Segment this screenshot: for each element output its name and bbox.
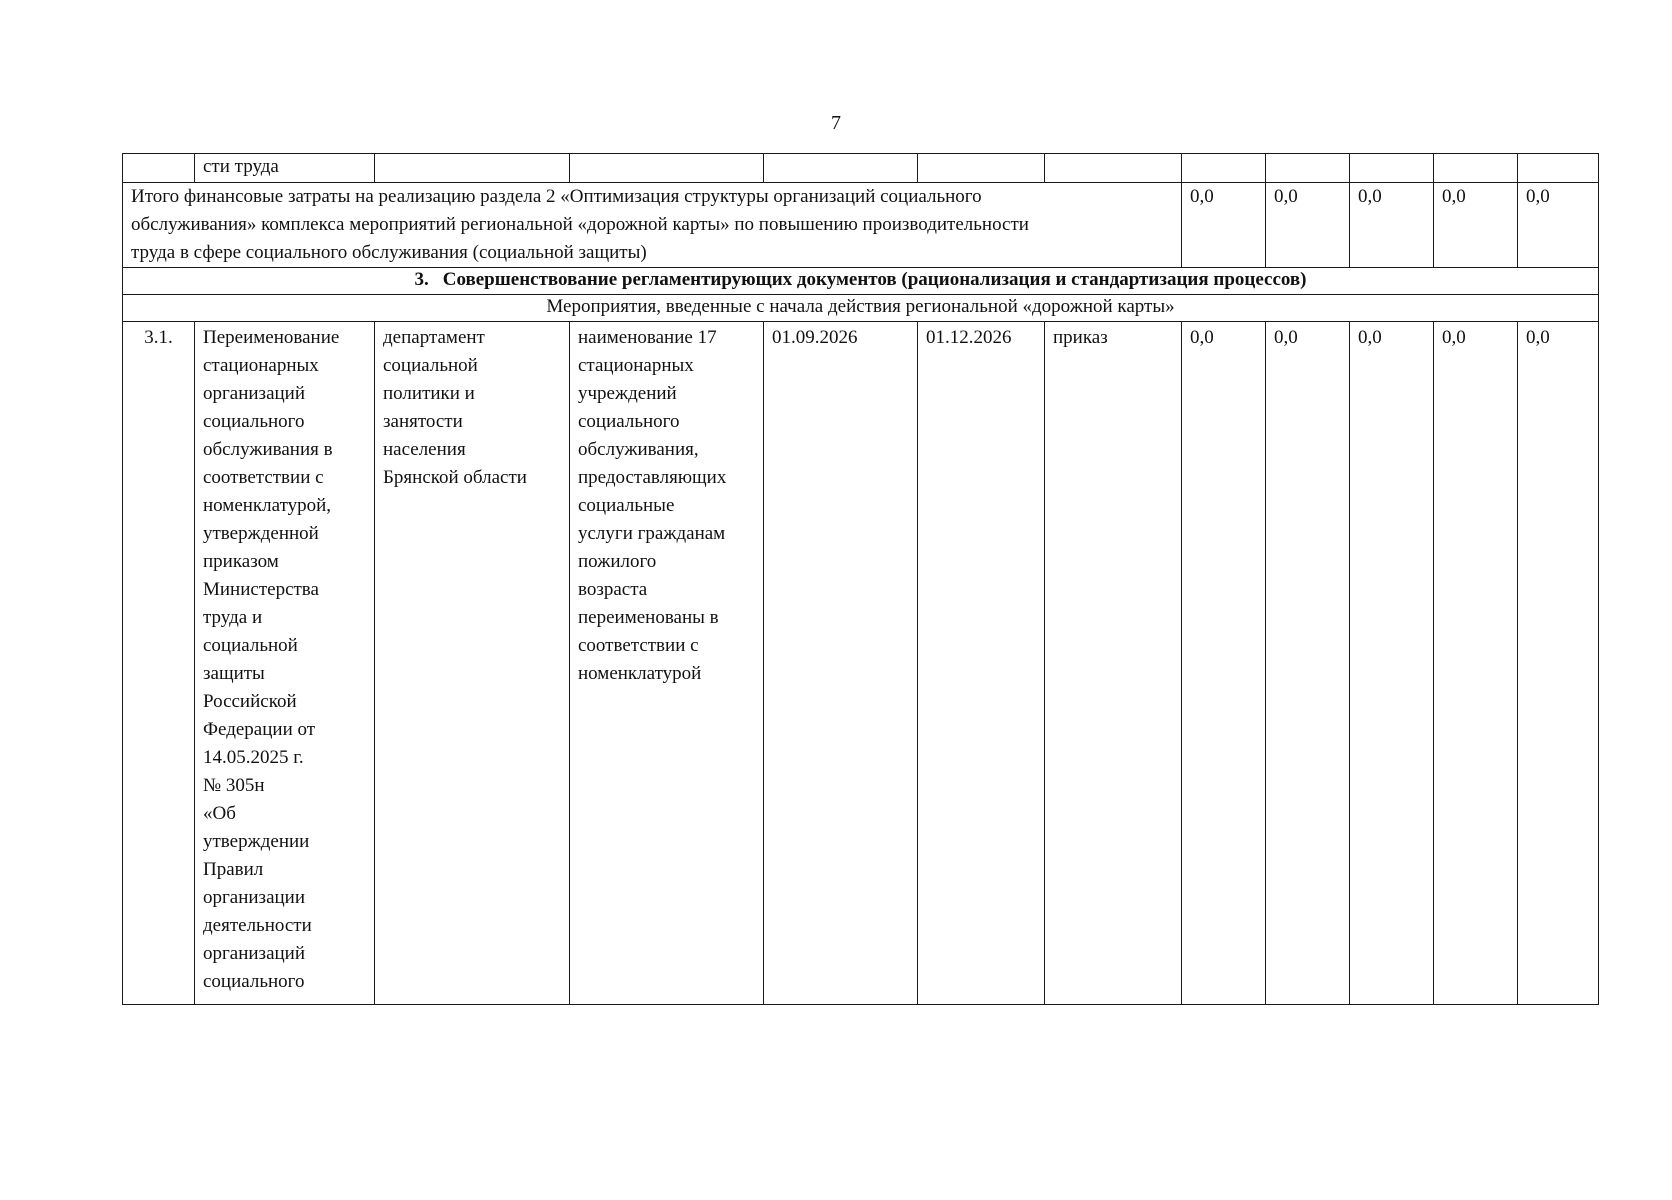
measure-name-line: организаций xyxy=(203,383,306,404)
cell-amount xyxy=(1266,154,1350,183)
measure-name-line: социального xyxy=(203,971,305,992)
cell-amount xyxy=(1350,154,1434,183)
measure-name-line: Федерации от xyxy=(203,719,316,740)
executor-line: политики и xyxy=(383,383,475,404)
measure-name-line: организации xyxy=(203,887,306,908)
measure-name-line: соответствии с xyxy=(203,467,324,488)
cell-amount xyxy=(1518,154,1599,183)
executor-line: занятости xyxy=(383,411,463,432)
measure-name-line: утвержденной xyxy=(203,523,319,544)
cell-end xyxy=(918,154,1045,183)
measures-table xyxy=(122,153,1599,1005)
result-line: социальные xyxy=(578,495,675,516)
measure-name-line: организаций xyxy=(203,943,306,964)
measure-name xyxy=(195,322,375,1005)
result-line: предоставляющих xyxy=(578,467,727,488)
result-line: учреждений xyxy=(578,383,677,404)
cell-start xyxy=(764,154,918,183)
measure-name-line: социального xyxy=(203,411,305,432)
measure-row xyxy=(123,322,1599,1005)
continuation-row xyxy=(123,154,1599,183)
result-line: обслуживания, xyxy=(578,439,699,460)
measure-name-line: приказом xyxy=(203,551,279,572)
result-line: переименованы в xyxy=(578,607,719,628)
section-heading xyxy=(123,268,1599,295)
result-line: наименование 17 xyxy=(578,327,717,348)
section-heading-row xyxy=(123,268,1599,295)
total-amount: 0,0 xyxy=(1434,183,1518,268)
measure-name-line: Министерства xyxy=(203,579,319,600)
measure-amount: 0,0 xyxy=(1434,322,1518,1005)
executor-line: Брянской области xyxy=(383,467,527,488)
result-line: возраста xyxy=(578,579,648,600)
cell-number xyxy=(123,154,195,183)
measure-executor xyxy=(375,322,570,1005)
measure-amount: 0,0 xyxy=(1350,322,1434,1005)
measure-name-line: утверждении xyxy=(203,831,310,852)
measure-name-line: стационарных xyxy=(203,355,319,376)
section-number: 3. xyxy=(414,269,429,290)
cell-amount xyxy=(1182,154,1266,183)
measure-name-line: социальной xyxy=(203,635,298,656)
result-line: номенклатурой xyxy=(578,663,702,684)
measure-amount: 0,0 xyxy=(1266,322,1350,1005)
measure-name-line: деятельности xyxy=(203,915,312,936)
measure-name-line: номенклатурой, xyxy=(203,495,332,516)
measure-amount: 0,0 xyxy=(1518,322,1599,1005)
section-title: Совершенствование регламентирующих документов (рационализация и стандартизация процессов) xyxy=(442,269,1307,290)
measure-document: приказ xyxy=(1045,322,1182,1005)
total-amount: 0,0 xyxy=(1266,183,1350,268)
result-line: социального xyxy=(578,411,680,432)
result-line: пожилого xyxy=(578,551,657,572)
cell-amount xyxy=(1434,154,1518,183)
cell-name-tail: сти труда xyxy=(195,154,375,183)
result-line: услуги гражданам xyxy=(578,523,726,544)
executor-line: департамент xyxy=(383,327,485,348)
measure-result xyxy=(570,322,764,1005)
measure-name-line: Российской xyxy=(203,691,297,712)
measure-end-date: 01.12.2026 xyxy=(918,322,1045,1005)
measure-start-date: 01.09.2026 xyxy=(764,322,918,1005)
measure-name-line: труда и xyxy=(203,607,263,628)
measure-name-line: защиты xyxy=(203,663,265,684)
cell-executor xyxy=(375,154,570,183)
total-label xyxy=(123,183,1182,268)
total-amount: 0,0 xyxy=(1350,183,1434,268)
measure-name-line: Правил xyxy=(203,859,264,880)
total-row xyxy=(123,183,1599,268)
measure-name-line: обслуживания в xyxy=(203,439,333,460)
measure-name-line: «Об xyxy=(203,803,236,824)
cell-document xyxy=(1045,154,1182,183)
executor-line: населения xyxy=(383,439,466,460)
measure-name-line: Переименование xyxy=(203,327,340,348)
total-amount: 0,0 xyxy=(1518,183,1599,268)
result-line: соответствии с xyxy=(578,635,699,656)
subsection-heading-row xyxy=(123,295,1599,322)
measure-name-line: 14.05.2025 г. xyxy=(203,747,304,768)
total-label-line: Итого финансовые затраты на реализацию раздела 2 «Оптимизация структуры организаций социального xyxy=(131,186,982,207)
result-line: стационарных xyxy=(578,355,694,376)
measure-name-line: № 305н xyxy=(203,775,265,796)
measure-amount: 0,0 xyxy=(1182,322,1266,1005)
page-number: 7 xyxy=(831,112,841,134)
total-label-line: труда в сфере социального обслуживания (социальной защиты) xyxy=(131,242,647,263)
measure-number: 3.1. xyxy=(123,322,195,1005)
cell-result xyxy=(570,154,764,183)
total-amount: 0,0 xyxy=(1182,183,1266,268)
total-label-line: обслуживания» комплекса мероприятий региональной «дорожной карты» по повышению производительности xyxy=(131,214,1029,235)
executor-line: социальной xyxy=(383,355,478,376)
subsection-heading: Мероприятия, введенные с начала действия региональной «дорожной карты» xyxy=(123,295,1599,322)
